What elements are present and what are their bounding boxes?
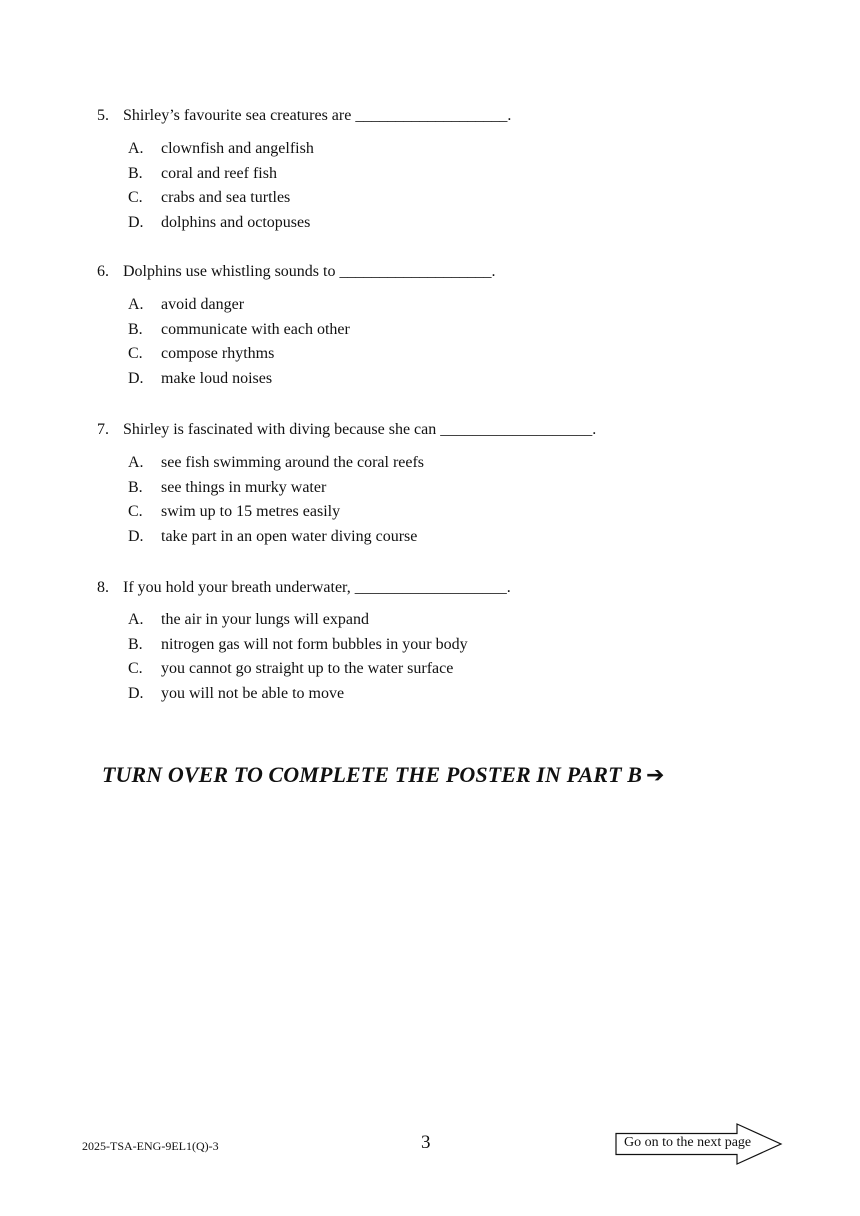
question-5 — [97, 106, 797, 237]
answer-options — [97, 453, 797, 551]
option-text: see fish swimming around the coral reefs — [161, 454, 425, 471]
option-c[interactable] — [128, 188, 797, 213]
option-text: make loud noises — [161, 369, 273, 387]
option-letter: D. — [128, 369, 144, 387]
question-number: 5. — [97, 107, 109, 124]
answer-options — [97, 295, 797, 393]
question-number: 6. — [97, 263, 109, 280]
option-letter: D. — [128, 684, 144, 702]
option-letter: A. — [128, 140, 144, 157]
option-a[interactable] — [128, 139, 797, 164]
option-letter: B. — [128, 635, 143, 653]
question-text: Dolphins use whistling sounds to ___________________. — [123, 263, 496, 280]
option-text: coral and reef fish — [161, 164, 277, 182]
option-a[interactable] — [128, 610, 797, 635]
option-letter: A. — [128, 454, 144, 471]
paper-code: 2025-TSA-ENG-9EL1(Q)-3 — [82, 1139, 219, 1153]
question-number: 7. — [97, 421, 109, 438]
question-stem — [97, 106, 797, 126]
option-letter: C. — [128, 503, 143, 521]
option-b[interactable] — [128, 635, 797, 660]
option-c[interactable] — [128, 502, 797, 527]
option-text: avoid danger — [161, 296, 245, 313]
question-number: 8. — [97, 579, 109, 596]
option-letter: A. — [128, 611, 144, 628]
question-text: If you hold your breath underwater, ___________________. — [123, 579, 511, 596]
option-d[interactable] — [128, 684, 797, 709]
question-text: Shirley is fascinated with diving because she can ___________________. — [123, 421, 597, 438]
option-text: dolphins and octopuses — [161, 213, 311, 231]
question-8 — [97, 578, 797, 708]
question-6 — [97, 262, 797, 393]
option-letter: B. — [128, 320, 143, 338]
option-letter: A. — [128, 296, 144, 313]
question-text: Shirley’s favourite sea creatures are ___________________. — [123, 107, 512, 124]
option-d[interactable] — [128, 213, 797, 238]
option-b[interactable] — [128, 320, 797, 345]
option-text: clownfish and angelfish — [161, 140, 314, 157]
answer-options — [97, 139, 797, 237]
option-letter: B. — [128, 478, 143, 496]
option-text: swim up to 15 metres easily — [161, 503, 341, 521]
turn-over-instruction — [102, 760, 665, 791]
question-7 — [97, 420, 797, 551]
option-text: you will not be able to move — [161, 684, 345, 702]
option-letter: D. — [128, 213, 144, 231]
answer-options — [97, 610, 797, 708]
right-arrow-icon: ➔ — [646, 763, 665, 788]
option-text: you cannot go straight up to the water surface — [161, 660, 454, 678]
turn-over-text: TURN OVER TO COMPLETE THE POSTER IN PART B — [102, 762, 642, 787]
question-stem — [97, 420, 797, 440]
option-d[interactable] — [128, 369, 797, 394]
option-d[interactable] — [128, 527, 797, 552]
option-text: crabs and sea turtles — [161, 189, 291, 207]
option-text: take part in an open water diving course — [161, 527, 418, 545]
option-c[interactable] — [128, 344, 797, 369]
option-letter: B. — [128, 164, 143, 182]
option-letter: C. — [128, 345, 143, 363]
option-text: compose rhythms — [161, 345, 275, 363]
option-letter: D. — [128, 527, 144, 545]
question-stem — [97, 262, 797, 282]
option-text: see things in murky water — [161, 478, 327, 496]
next-page-label: Go on to the next page — [624, 1135, 752, 1150]
option-a[interactable] — [128, 295, 797, 320]
option-text: communicate with each other — [161, 320, 350, 338]
option-letter: C. — [128, 660, 143, 678]
option-b[interactable] — [128, 478, 797, 503]
option-b[interactable] — [128, 164, 797, 189]
option-text: nitrogen gas will not form bubbles in your body — [161, 635, 468, 653]
page-number: 3 — [421, 1132, 431, 1153]
question-stem — [97, 578, 797, 598]
option-c[interactable] — [128, 659, 797, 684]
option-letter: C. — [128, 189, 143, 207]
option-text: the air in your lungs will expand — [161, 611, 369, 628]
option-a[interactable] — [128, 453, 797, 478]
next-page-indicator — [615, 1123, 783, 1165]
